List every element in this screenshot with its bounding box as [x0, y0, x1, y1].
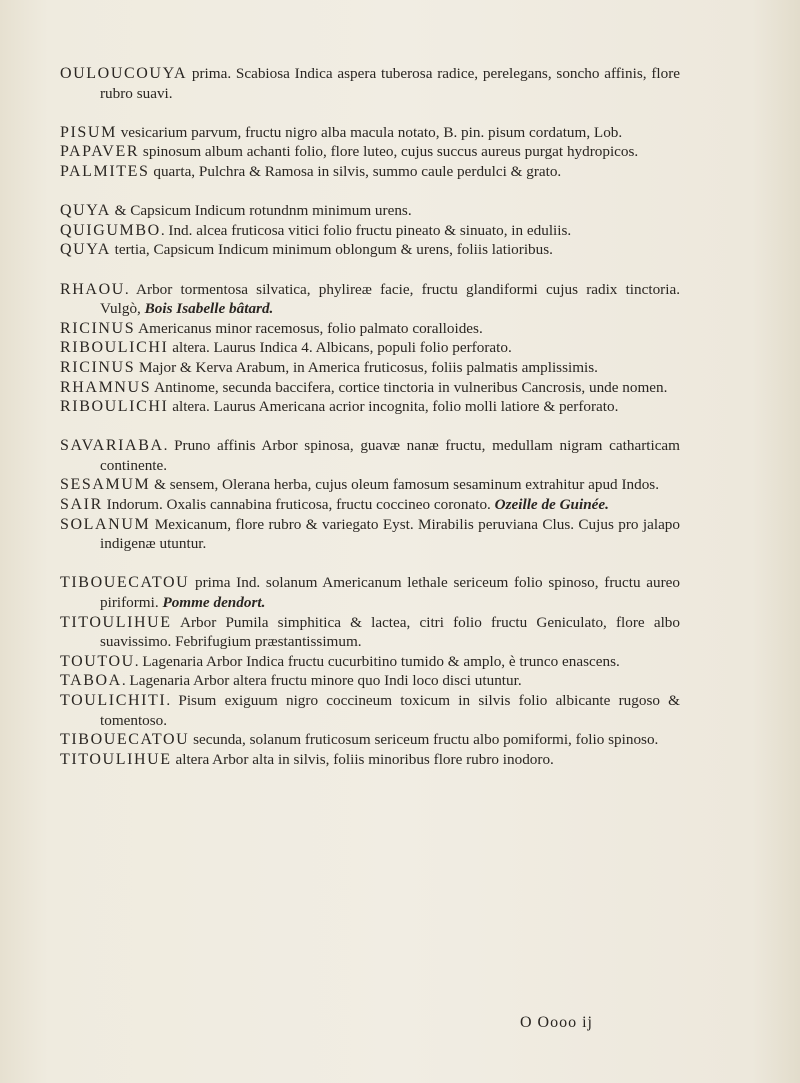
entry-text: Antinome, secunda baccifera, cortice tinctoria in vulneribus Cancrosis, unde nomen. — [151, 378, 668, 396]
entry — [60, 358, 680, 378]
entry — [60, 652, 680, 672]
entry-text: altera Arbor alta in silvis, foliis minoribus flore rubro inodoro. — [171, 750, 554, 768]
entry-keyword: RICINUS — [60, 358, 136, 376]
entry-keyword: SOLANUM — [60, 515, 151, 533]
entry-text: secunda, solanum fruticosum sericeum fructu albo pomiformi, folio spinoso. — [189, 731, 659, 749]
entry-text: & Capsicum Indicum rotundnm minimum urens. — [110, 202, 412, 220]
entry — [60, 338, 680, 358]
entry — [60, 515, 680, 554]
entry-keyword: SAVARIABA — [60, 437, 164, 455]
entry-keyword: OULOUCOUYA — [60, 65, 188, 82]
entry-text: . Lagenaria Arbor altera fructu minore quo Indi loco disci utuntur. — [121, 672, 522, 690]
entry — [60, 671, 680, 691]
entry — [60, 280, 680, 319]
text-block — [60, 64, 680, 769]
entry-keyword: TOUTOU — [60, 652, 135, 670]
entry-text: . Ind. alcea fruticosa vitici folio fructu pineato & sinuato, in eduliis. — [160, 221, 572, 239]
entry-keyword: RHAOU — [60, 280, 125, 298]
entry-text: vesicarium parvum, fructu nigro alba macula notato, B. pin. pisum cordatum, Lob. — [116, 123, 623, 141]
entry-italic: Pomme dendort. — [162, 594, 266, 612]
entry-keyword: RICINUS — [60, 319, 136, 337]
entry-keyword: TITOULIHUE — [60, 750, 172, 768]
entry — [60, 495, 680, 515]
entry-keyword: RIBOULICHI — [60, 339, 169, 357]
entry — [60, 123, 680, 143]
entry-text: Arbor Pumila simphitica & lactea, citri folio fructu Geniculato, flore albo suavissimo. Febrifugium præstantissimum. — [100, 613, 680, 651]
entry — [60, 319, 680, 339]
entry-keyword: SESAMUM — [60, 476, 151, 494]
catchword: O Oooo ij — [520, 1014, 593, 1031]
entry-text: prima Ind. solanum Americanum lethale sericeum folio spinoso, fructu aureo piriformi. — [100, 574, 680, 612]
entry-keyword: SAIR — [60, 496, 103, 514]
entry — [60, 573, 680, 612]
entry-text: Americanus minor racemosus, folio palmato coralloides. — [135, 319, 483, 337]
entry — [60, 142, 680, 162]
entry-italic: Bois Isabelle bâtard. — [144, 300, 274, 318]
entry — [60, 613, 680, 652]
entry — [60, 378, 680, 398]
entry-text: altera. Laurus Americana acrior incognita, folio molli latiore & perforato. — [168, 398, 619, 416]
entry — [60, 64, 680, 103]
entry-keyword: RHAMNUS — [60, 378, 152, 396]
entry-text: Major & Kerva Arabum, in America fruticosus, foliis palmatis amplissimis. — [135, 358, 598, 376]
entry-text: Mexicanum, flore rubro & variegato Eyst. Mirabilis peruviana Clus. Cujus pro jalapo indigenæ utuntur. — [100, 515, 680, 553]
entry — [60, 436, 680, 475]
entry — [60, 201, 680, 221]
entry-text: . Pisum exiguum nigro coccineum toxicum in silvis folio albicante rugoso & tomentoso. — [100, 692, 680, 729]
entry — [60, 240, 680, 260]
entry-text: spinosum album achanti folio, flore luteo, cujus succus aureus purgat hydropicos. — [139, 143, 639, 161]
entry-keyword: TITOULIHUE — [60, 613, 172, 631]
entry — [60, 750, 680, 770]
entry-keyword: TABOA — [60, 672, 122, 690]
entry-text: . Lagenaria Arbor Indica fructu cucurbitino tumido & amplo, è trunco enascens. — [134, 652, 620, 670]
entry-keyword: RIBOULICHI — [60, 398, 169, 416]
entry — [60, 475, 680, 495]
entry-text: Indorum. Oxalis cannabina fruticosa, fructu coccineo coronato. — [102, 496, 495, 514]
entry — [60, 162, 680, 182]
entry — [60, 730, 680, 750]
entry-keyword: TIBOUECATOU — [60, 731, 190, 749]
entry-text: quarta, Pulchra & Ramosa in silvis, summo caule perdulci & grato. — [149, 162, 562, 180]
entry-keyword: QUYA — [60, 202, 111, 220]
entry-text: . Pruno affinis Arbor spinosa, guavæ nanæ fructu, medullam nigram catharticam continente. — [100, 437, 680, 474]
entry-text: altera. Laurus Indica 4. Albicans, populi folio perforato. — [168, 339, 512, 357]
entry — [60, 221, 680, 241]
entry-italic: Ozeille de Guinée. — [494, 496, 609, 514]
entry-keyword: QUYA — [60, 241, 111, 259]
entry — [60, 691, 680, 730]
entry-keyword: TOULICHITI — [60, 692, 167, 709]
entry-text: . Arbor tormentosa silvatica, phylireæ facie, fructu glandiformi cujus radix tinctoria. Vulgò, — [100, 280, 680, 318]
entry-text: prima. Scabiosa Indica aspera tuberosa radice, perelegans, soncho affinis, flore rubro suavi. — [100, 65, 680, 102]
entry-text: tertia, Capsicum Indicum minimum oblongum & urens, foliis latioribus. — [110, 241, 553, 259]
entry-keyword: PAPAVER — [60, 143, 140, 161]
entry-text: & sensem, Olerana herba, cujus oleum famosum sesaminum extrahitur apud Indos. — [150, 476, 659, 494]
entry-keyword: PALMITES — [60, 162, 150, 180]
entry-keyword: QUIGUMBO — [60, 221, 161, 239]
entry-keyword: PISUM — [60, 123, 117, 141]
entry — [60, 397, 680, 417]
entry-keyword: TIBOUECATOU — [60, 574, 190, 592]
